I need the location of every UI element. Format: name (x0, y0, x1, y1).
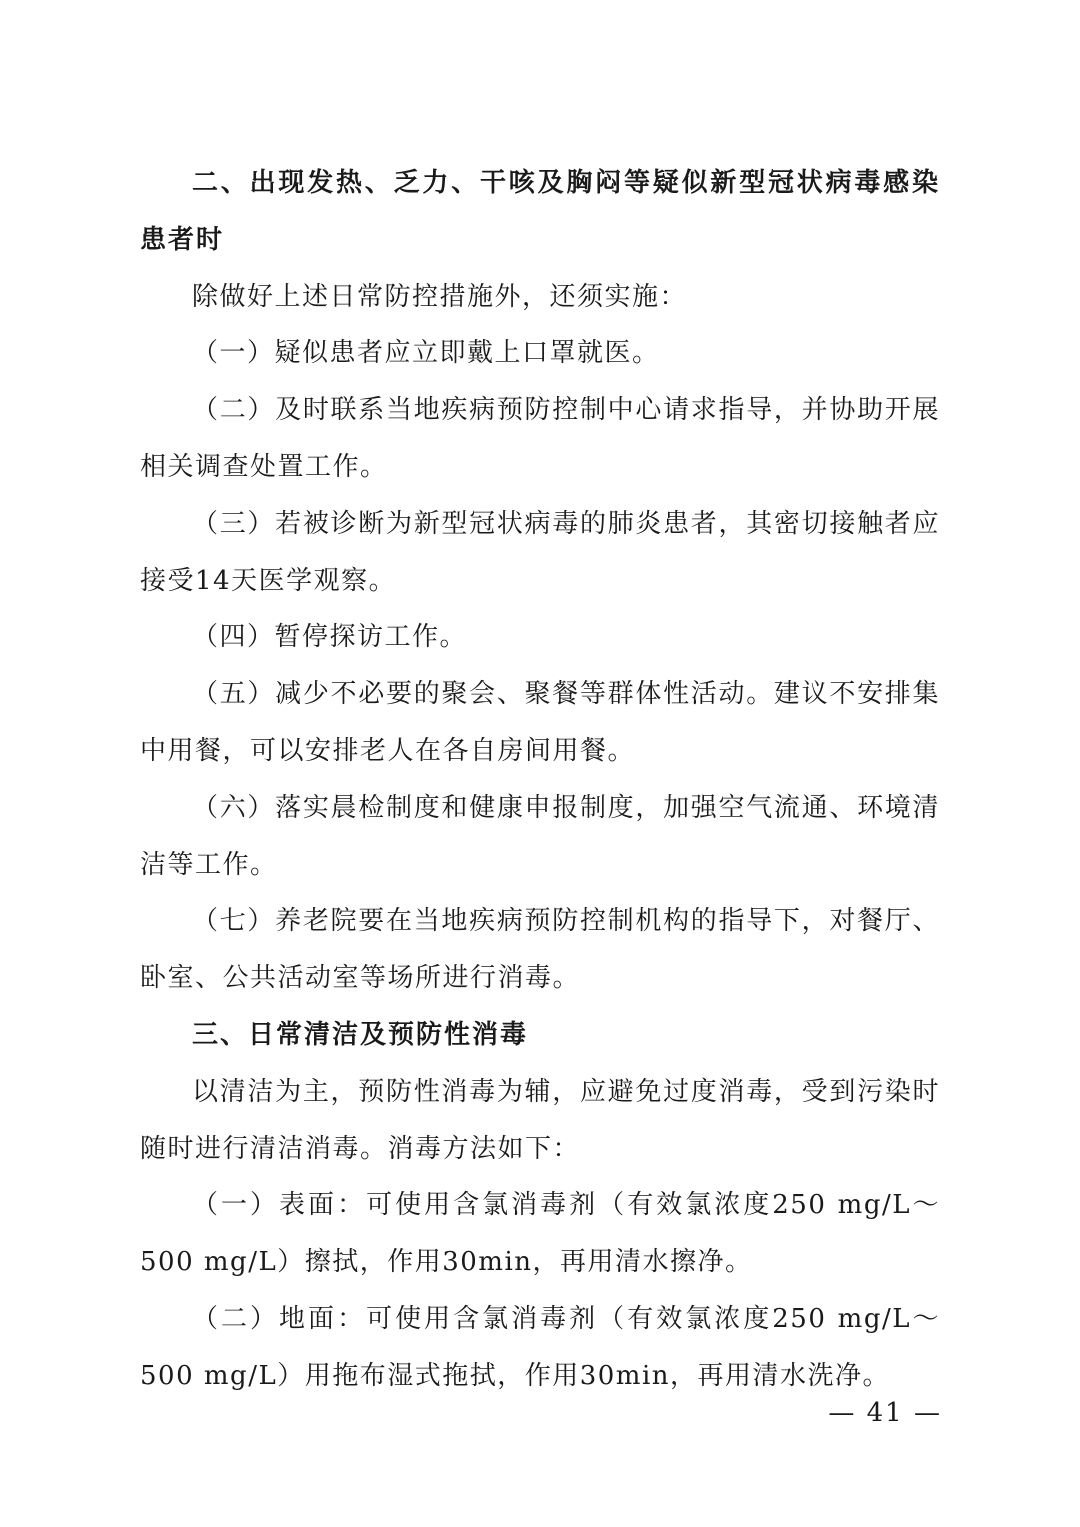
list-item-floor: （二）地面：可使用含氯消毒剂（有效氯浓度250 mg/L～500 mg/L）用拖布湿式拖拭，作用30min，再用清水洗净。 (140, 1303, 940, 1391)
body-paragraph: 以清洁为主，预防性消毒为辅，应避免过度消毒，受到污染时随时进行清洁消毒。消毒方法如下： (140, 1076, 940, 1164)
body-paragraph: 除做好上述日常防控措施外，还须实施： (192, 281, 688, 312)
page-number: — 41 — (828, 1398, 942, 1428)
document-body (140, 155, 940, 1405)
list-item-4: （四）暂停探访工作。 (192, 622, 468, 653)
list-item-1: （一）疑似患者应立即戴上口罩就医。 (192, 338, 660, 369)
list-item-7: （七）养老院要在当地疾病预防控制机构的指导下，对餐厅、卧室、公共活动室等场所进行消毒。 (140, 906, 940, 994)
section-heading-2: 二、出现发热、乏力、干咳及胸闷等疑似新型冠状病毒感染患者时 (140, 168, 940, 255)
list-item-2: （二）及时联系当地疾病预防控制中心请求指导，并协助开展相关调查处置工作。 (140, 395, 940, 482)
section-heading-3: 三、日常清洁及预防性消毒 (192, 1019, 529, 1050)
list-item-3: （三）若被诊断为新型冠状病毒的肺炎患者，其密切接触者应接受14天医学观察。 (140, 508, 940, 596)
list-item-5: （五）减少不必要的聚会、聚餐等群体性活动。建议不安排集中用餐，可以安排老人在各自房间用餐。 (140, 679, 940, 766)
list-item-surface: （一）表面：可使用含氯消毒剂（有效氯浓度250 mg/L～500 mg/L）擦拭，作用30min，再用清水擦净。 (140, 1190, 940, 1278)
list-item-6: （六）落实晨检制度和健康申报制度，加强空气流通、环境清洁等工作。 (140, 792, 940, 880)
